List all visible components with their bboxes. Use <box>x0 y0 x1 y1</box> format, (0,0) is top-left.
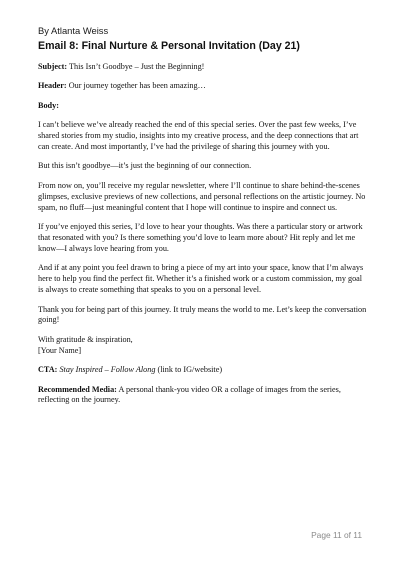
body-label <box>38 101 368 112</box>
body-paragraph-3: From now on, you’ll receive my regular newsletter, where I’ll continue to share behind-the-scenes glimpses, exclusive previews of new collections, and personal reflections on the artistic journey. No spam, no fluff—just meaningful content that I hope will continue to inspire and connect us. <box>38 180 366 212</box>
subject-line <box>38 62 368 73</box>
body-paragraph-2: But this isn’t goodbye—it’s just the beginning of our connection. <box>38 161 252 171</box>
subject-text: This Isn’t Goodbye – Just the Beginning! <box>69 62 205 71</box>
cta-suffix: (link to IG/website) <box>155 365 223 375</box>
signoff-line-1: With gratitude & inspiration, <box>38 334 133 344</box>
signoff-line-2: [Your Name] <box>38 345 82 355</box>
email-content <box>38 40 368 415</box>
header-text: Our journey together has been amazing… <box>68 81 206 91</box>
signoff <box>38 335 368 357</box>
cta-line <box>38 365 368 376</box>
body-label-text: Body: <box>38 100 59 110</box>
page-number: Page 11 of 11 <box>311 530 362 540</box>
media-line <box>38 385 368 407</box>
subject-label: Subject: <box>38 62 68 71</box>
body-paragraph-6: Thank you for being part of this journey. It truly means the world to me. Let’s keep the conversation going! <box>38 304 367 325</box>
media-label: Recommended Media: <box>38 384 117 394</box>
author-line: By Atlanta Weiss <box>38 25 109 36</box>
cta-label: CTA: <box>38 365 58 375</box>
body-paragraph-1: I can’t believe we’ve already reached the end of this special series. Over the past few weeks, I’ve shared stories from my studio, insights into my creative process, and the deep connections that art can create. And most importantly, I’ve had the privilege of sharing this journey with you. <box>38 120 359 152</box>
cta-italic-text: Stay Inspired – Follow Along <box>59 365 156 375</box>
body-paragraph-5: And if at any point you feel drawn to bring a piece of my art into your space, know that I’m always here to help you find the perfect fit. Whether it’s a finished work or a custom commission, my goal is always to create something that speaks to you on a personal level. <box>38 263 364 295</box>
header-label: Header: <box>38 81 67 91</box>
body-paragraph-4: If you’ve enjoyed this series, I’d love to hear your thoughts. Was there a particular story or artwork that resonated with you? Is there something you’d love to learn more about? Hit reply and let me know—I always love hearing from you. <box>38 222 363 253</box>
header-line <box>38 81 368 92</box>
media-text: A personal thank-you video OR a collage of images from the series, reflecting on the journey. <box>38 384 341 405</box>
email-title: Email 8: Final Nurture & Personal Invitation (Day 21) <box>38 40 300 52</box>
